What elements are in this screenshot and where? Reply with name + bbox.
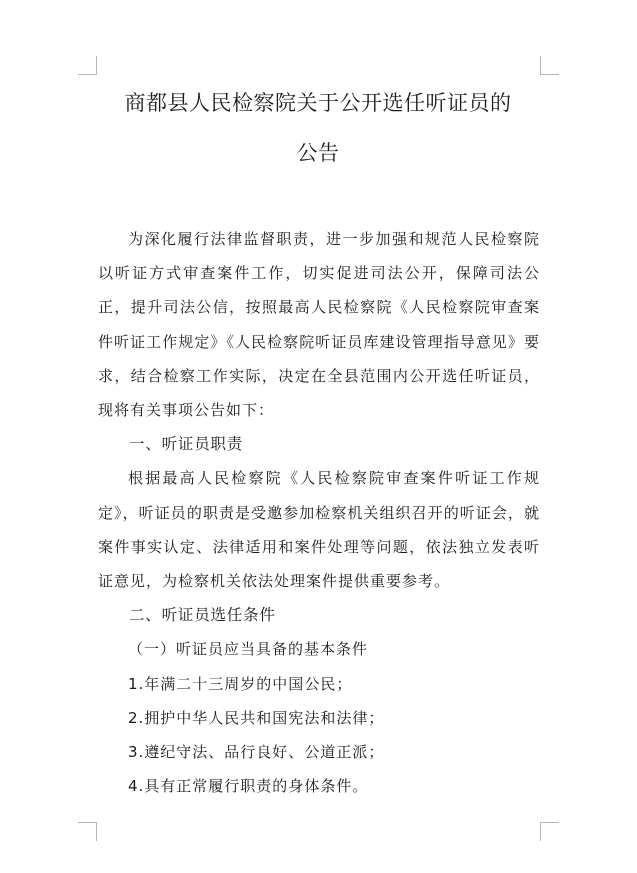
- document-title-line-1: 商都县人民检察院关于公开选任听证员的: [124, 91, 512, 115]
- page-corner-mark-bottom-left: [78, 822, 97, 841]
- section-1-heading: 一、听证员职责: [129, 435, 244, 454]
- condition-item: 1.年满二十三周岁的中国公民；: [128, 674, 353, 693]
- document-title-line-2: 公告: [296, 141, 340, 165]
- condition-item: 3.遵纪守法、品行良好、公道正派；: [128, 743, 385, 762]
- document-body: [98, 222, 540, 803]
- intro-paragraph: 为深化履行法律监督职责，进一步加强和规范人民检察院以听证方式审查案件工作，切实促进司法公开，保障司法公正，提升司法公信，按照最高人民检察院《人民检察院审查案件听证工作规定》《人民检察院听证员库建设管理指导意见》要求，结合检察工作实际，决定在全县范围内公开选任听证员，现将有关事项公告如下：: [98, 230, 540, 420]
- condition-item: 4.具有正常履行职责的身体条件。: [128, 777, 369, 796]
- condition-item: 2.拥护中华人民共和国宪法和法律；: [128, 708, 385, 727]
- page-corner-mark-bottom-right: [540, 822, 559, 841]
- page-corner-mark-top-left: [78, 56, 97, 75]
- section-2-subheading: （一）听证员应当具备的基本条件: [128, 640, 369, 659]
- section-1-paragraph: 根据最高人民检察院《人民检察院审查案件听证工作规定》，听证员的职责是受邀参加检察机关组织召开的听证会，就案件事实认定、法律适用和案件处理等问题，依法独立发表听证意见，为检察机关依法处理案件提供重要参考。: [98, 469, 540, 591]
- page-corner-mark-top-right: [540, 56, 559, 75]
- section-2-heading: 二、听证员选任条件: [129, 606, 276, 625]
